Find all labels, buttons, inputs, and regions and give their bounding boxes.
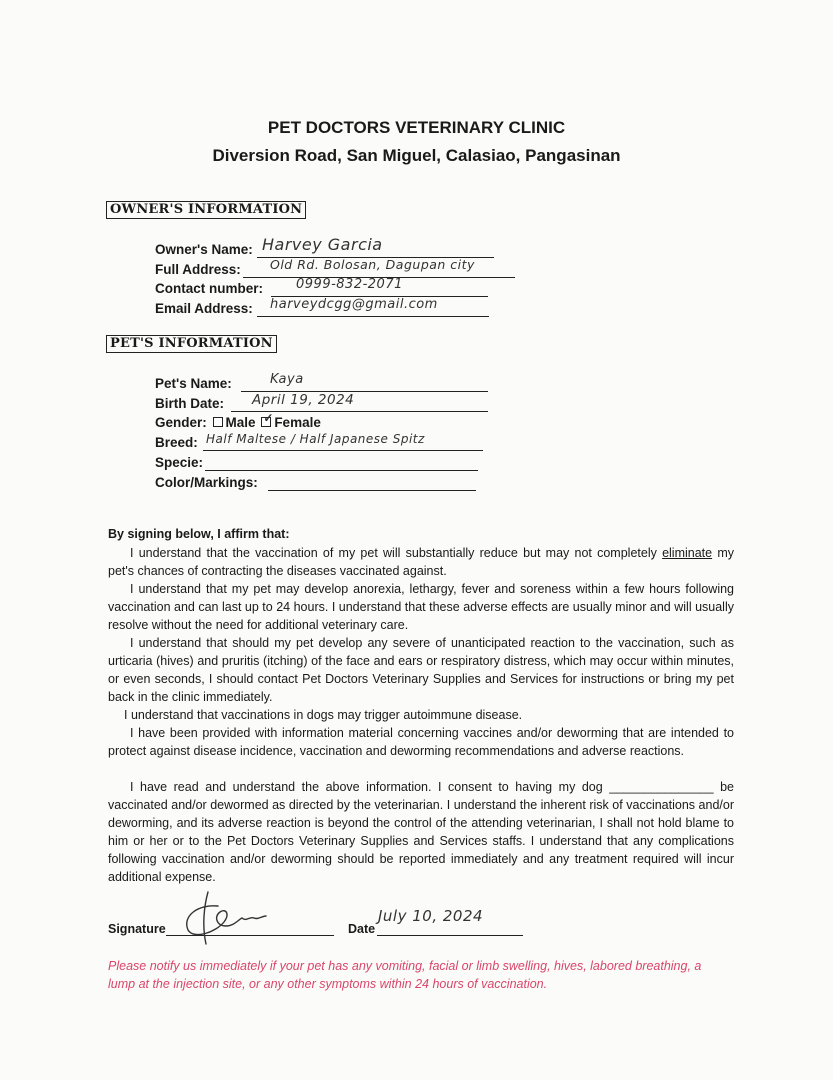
affirmation-paragraph-5: I have been provided with information material concerning vaccines and/or deworming that are intended to protect against disease incidence, vaccination and deworming recommendations and adverse reactions. [108,726,734,758]
contact-number-label: Contact number: [155,281,263,296]
birth-date-label: Birth Date: [155,396,225,411]
gender-female-checkbox[interactable] [261,417,271,427]
affirmation-paragraph-4: I understand that vaccinations in dogs may trigger autoimmune disease. [124,708,523,722]
specie-line [205,470,478,471]
pet-section-title: PET'S INFORMATION [106,335,277,353]
gender-label: Gender: [155,415,207,430]
email-label: Email Address: [155,301,253,316]
gender-male-label: Male [225,415,256,430]
owner-section-title: OWNER'S INFORMATION [106,201,306,219]
breed-label: Breed: [155,435,198,450]
dog-name-blank[interactable]: _______________ [609,780,714,794]
clinic-name: PET DOCTORS VETERINARY CLINIC [267,118,566,137]
signature-label: Signature [108,922,166,936]
gender-row [155,415,321,430]
email-field[interactable]: harveydcgg@gmail.com [270,297,438,312]
affirmation-paragraph-2: I understand that my pet may develop anorexia, lethargy, fever and soreness within a few hours following vaccination and can last up to 24 hours. I understand that these adverse effects are usually minor and will usually resolve without the need for additional veterinary care. [108,582,734,632]
owner-name-field[interactable]: Harvey Garcia [262,235,383,254]
vaccination-notice: Please notify us immediately if your pet has any vomiting, facial or limb swelling, hives, labored breathing, a lump at the injection site, or any other symptoms within 24 hours of vaccination. [108,959,702,991]
date-label: Date [348,922,376,936]
pet-name-field[interactable]: Kaya [270,372,304,387]
clinic-address: Diversion Road, San Miguel, Calasiao, Pangasinan [212,146,621,165]
gender-male-checkbox[interactable] [213,417,223,427]
affirmation-paragraph-1: I understand that the vaccination of my pet will substantially reduce but may not completely eliminate my pet's chances of contracting the diseases vaccinated against. [108,546,734,578]
specie-label: Specie: [155,455,204,470]
affirmation-paragraph-3: I understand that should my pet develop any severe of unanticipated reaction to the vaccination, such as urticaria (hives) and pruritis (itching) of the face and ears or respiratory distress, which may occur within minutes, or even seconds, I should contact Pet Doctors Veterinary Supplies and Services for instructions or bring my pet back in the clinic immediately. [108,636,734,704]
affirmation-title: By signing below, I affirm that: [108,527,290,541]
email-line [257,316,489,317]
owner-name-label: Owner's Name: [155,242,253,257]
owner-address-field[interactable]: Old Rd. Bolosan, Dagupan city [270,257,475,272]
birth-date-field[interactable]: April 19, 2024 [252,392,355,408]
date-field[interactable]: July 10, 2024 [378,907,484,925]
gender-female-label: Female [274,415,321,430]
affirmation-paragraph-6: I have read and understand the above information. I consent to having my dog _______________ be vaccinated and/or dewormed as directed by the veterinarian. I understand the inherent risk of vaccinations and/or deworming, and its adverse reaction is beyond the control of the attending veterinarian, I shall not hold blame to him or her or to the Pet Doctors Veterinary Supplies and Services staffs. I understand that any complications following vaccination and/or deworming should be reported immediately and any treatment required will incur additional expense. [108,780,734,884]
breed-line [203,450,483,451]
contact-number-field[interactable]: 0999-832-2071 [296,277,403,292]
breed-field[interactable]: Half Maltese / Half Japanese Spitz [206,432,425,446]
owner-address-label: Full Address: [155,262,241,277]
color-markings-line [268,490,476,491]
signature-image[interactable] [168,886,278,946]
color-markings-label: Color/Markings: [155,475,258,490]
date-line [377,935,523,936]
pet-name-label: Pet's Name: [155,376,232,391]
